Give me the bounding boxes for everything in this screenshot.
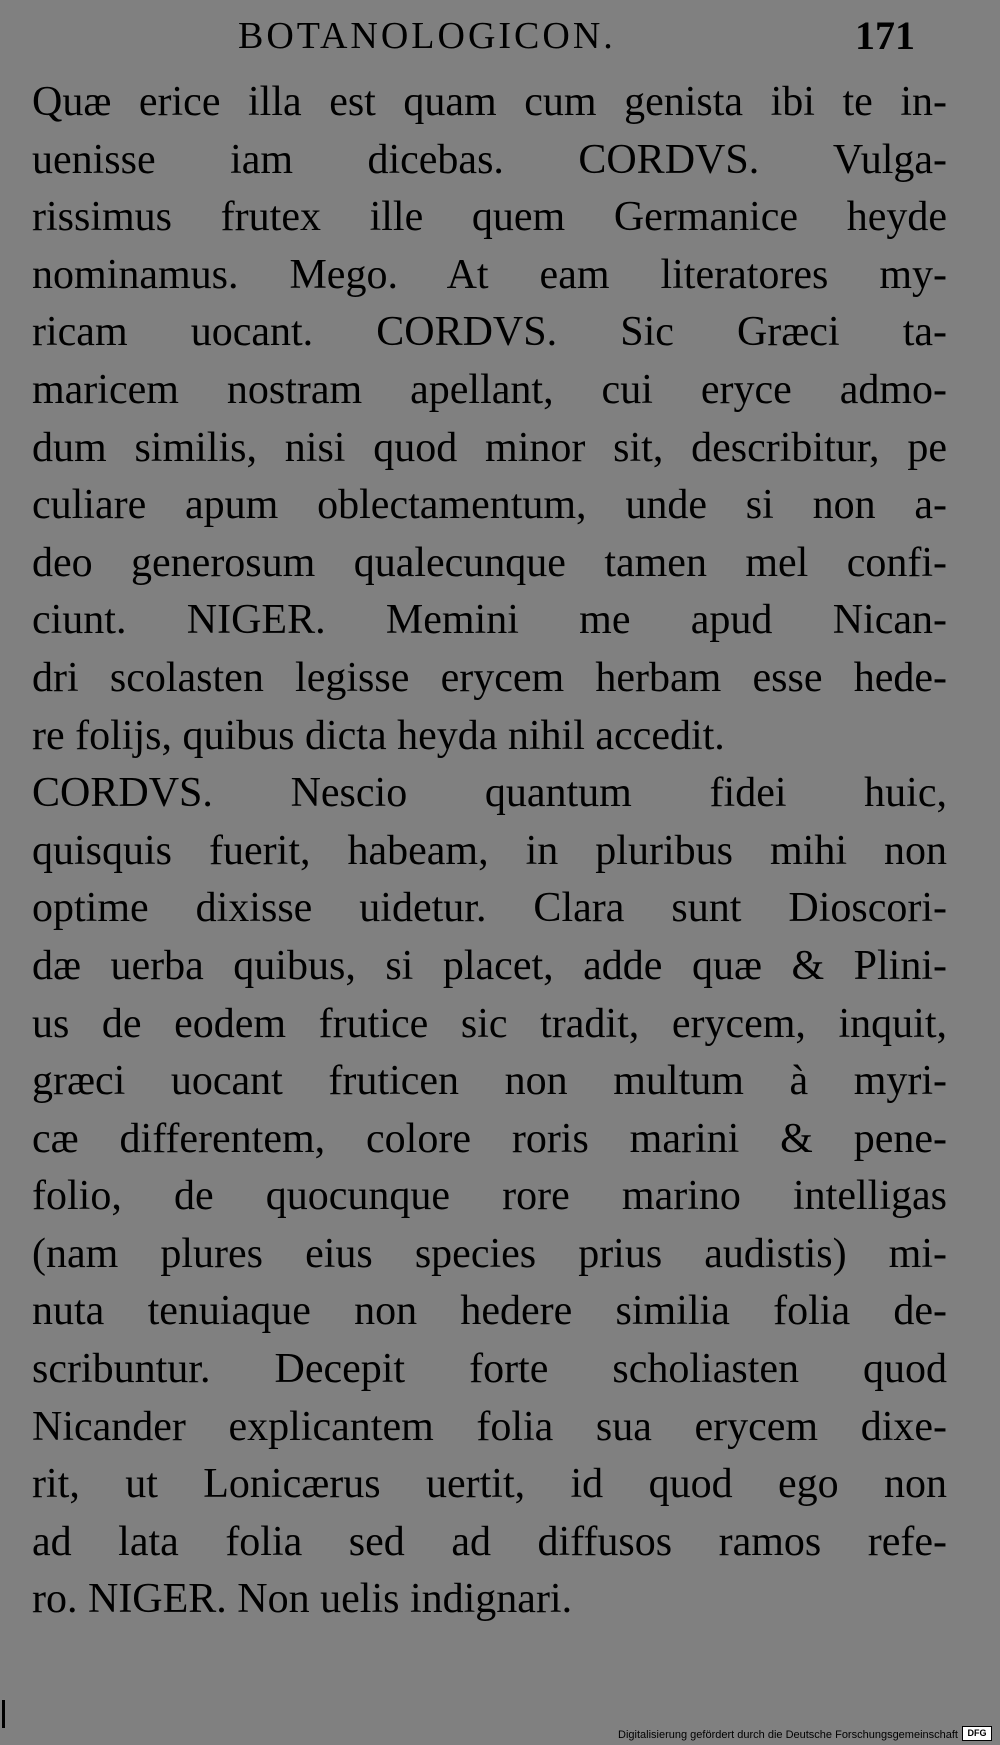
text-line: us de eodem frutice sic tradit, erycem, inquit, — [32, 1000, 947, 1047]
text-line: ro. NIGER. Non uelis indignari. — [32, 1576, 573, 1623]
text-line: re folijs, quibus dicta heyda nihil accedit. — [32, 712, 725, 759]
footer-bar — [0, 1723, 1000, 1745]
text-line: nuta tenuiaque non hedere similia folia de- — [32, 1288, 947, 1335]
text-line: cæ differentem, colore roris marini & pene- — [32, 1115, 947, 1162]
running-head: BOTANOLOGICON. — [238, 15, 616, 57]
text-line: Quæ erice illa est quam cum genista ibi te in- — [32, 79, 947, 125]
text-line: rit, ut Lonicærus uertit, id quod ego non — [32, 1461, 947, 1508]
text-line: dum similis, nisi quod minor sit, describitur, pe — [32, 424, 947, 471]
text-line: folio, de quocunque rore marino intelligas — [32, 1173, 947, 1220]
digitization-credit: Digitalisierung gefördert durch die Deutsche Forschungsgemeinschaft — [618, 1729, 958, 1741]
text-line: maricem nostram apellant, cui eryce admo- — [32, 366, 947, 413]
text-line: culiare apum oblectamentum, unde si non a- — [32, 482, 947, 529]
dfg-logo: DFG — [962, 1726, 992, 1741]
text-line: ciunt. NIGER. Memini me apud Nican- — [32, 597, 947, 644]
page-number: 171 — [855, 13, 915, 58]
text-line: uenisse iam dicebas. CORDVS. Vulga- — [32, 136, 947, 183]
text-line: dæ uerba quibus, si placet, adde quæ & Plini- — [32, 942, 947, 989]
text-line: dri scolasten legisse erycem herbam esse hede- — [32, 654, 947, 701]
text-line: ricam uocant. CORDVS. Sic Græci ta- — [32, 309, 947, 356]
text-line: rissimus frutex ille quem Germanice heyde — [32, 194, 947, 241]
text-line: quisquis fuerit, habeam, in pluribus mihi non — [32, 827, 947, 874]
text-line: optime dixisse uidetur. Clara sunt Dioscori- — [32, 885, 947, 932]
text-line: (nam plures eius species prius audistis) mi- — [32, 1230, 947, 1277]
text-line: græci uocant fruticen non multum à myri- — [32, 1058, 947, 1105]
text-line: deo generosum qualecunque tamen mel confi- — [32, 539, 947, 586]
text-line: scribuntur. Decepit forte scholiasten quod — [32, 1346, 947, 1393]
text-line: ad lata folia sed ad diffusos ramos refe- — [32, 1518, 947, 1565]
text-line: CORDVS. Nescio quantum fidei huic, — [32, 770, 947, 817]
body-text — [32, 74, 947, 1629]
text-line: nominamus. Mego. At eam literatores my- — [32, 251, 947, 298]
text-line: Nicander explicantem folia sua erycem dixe- — [32, 1403, 947, 1450]
